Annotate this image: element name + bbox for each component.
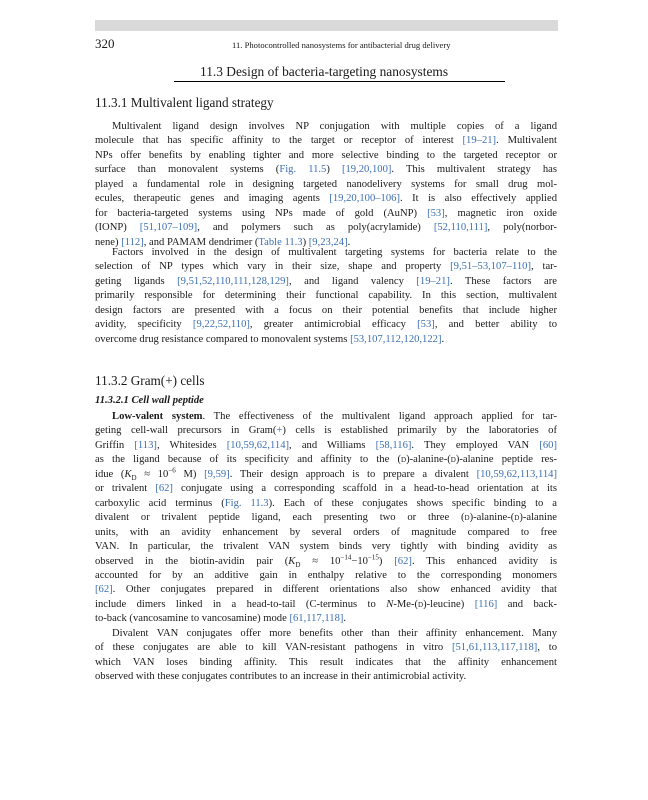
small-caps-text: d [450, 454, 456, 466]
citation-link[interactable]: [9,59] [204, 468, 230, 480]
citation-link[interactable]: [61,117,118] [289, 613, 344, 625]
text-line: which VAN loses binding affinity. This result indicates that the affinity enhancement [95, 656, 557, 668]
text-line: to-back (vancosamine to vancosamine) mode [61,117,118]. [95, 613, 347, 625]
text-line: surface than monovalent systems (Fig. 11.5) [19,20,100]. This multivalent strategy has [95, 164, 557, 176]
text-line: VAN. In particular, the trivalent VAN system binds very tightly with binding avidity as [95, 541, 557, 553]
text-line: divalent or trivalent peptide ligand, each presenting two or three (d)-alanine-(d)-alanine [95, 512, 557, 524]
header-bar [95, 20, 558, 31]
text-line: geting cell-wall precursors in Gram(+) cells is established primarily by the laboratories of [95, 425, 557, 437]
citation-link[interactable]: [52,110,111] [433, 222, 488, 234]
subsubsection-title-cell-wall-peptide: 11.3.2.1 Cell wall peptide [95, 395, 204, 406]
citation-link[interactable]: [112] [121, 236, 144, 248]
section-title-rule [174, 81, 505, 82]
citation-link[interactable]: [19,20,100] [341, 164, 392, 176]
subsection-title-multivalent: 11.3.1 Multivalent ligand strategy [95, 95, 274, 110]
citation-link[interactable]: [10,59,62,113,114] [476, 468, 557, 480]
small-caps-text: d [418, 598, 424, 610]
text-line: units, with an avidity enhancement by several orders of magnitude compared to free [95, 526, 557, 538]
text-line: nene) [112], and PAMAM dendrimer (Table 11.3) [9,23,24]. [95, 236, 351, 248]
text-line: idue ($K_D \approx 10^{-6}$ M) [9,59]. Their design approach is to prepare a divalent [10,59,62,113,114] [95, 466, 557, 482]
subscript: D [131, 473, 137, 482]
citation-link[interactable]: [53] [427, 207, 445, 219]
citation-link[interactable]: [10,59,62,114] [226, 439, 290, 451]
citation-link[interactable]: [53] [417, 319, 435, 331]
citation-link[interactable]: [19–21] [462, 135, 497, 147]
text-line: or trivalent [62] conjugate using a corresponding scaffold in a head-to-head orientation at its [95, 483, 557, 495]
citation-link[interactable]: [60] [539, 439, 557, 451]
citation-link[interactable]: + [276, 425, 283, 437]
citation-link[interactable]: [51,107–109] [139, 222, 198, 234]
running-head: 11. Photocontrolled nanosystems for antibacterial drug delivery [232, 40, 451, 50]
text-line: primarily responsible for determining their functional capability. In this section, multivalent [95, 290, 557, 302]
citation-link[interactable]: [113] [134, 439, 157, 451]
citation-link[interactable]: [51,61,113,117,118] [451, 642, 538, 654]
text-line: (IONP) [51,107–109], and polymers such as poly(acrylamide) [52,110,111], poly(norbor- [95, 222, 557, 234]
citation-link[interactable]: [58,116] [375, 439, 412, 451]
text-line: overcome drug resistance compared to monovalent systems [53,107,112,120,122]. [95, 333, 445, 345]
text-line: played a fundamental role in designing targeted nanodelivery systems for small drug mol- [95, 178, 557, 190]
small-caps-text: d [514, 512, 520, 524]
citation-link[interactable]: [116] [474, 598, 498, 610]
citation-link[interactable]: [62] [155, 483, 173, 495]
italic-text: N [386, 598, 394, 610]
citation-link[interactable]: [9,51,52,110,111,128,129] [177, 275, 289, 287]
superscript: −6 [168, 466, 176, 475]
text-line: accounted for by an additive gain in enthalpy relative to the corresponding monomers [95, 569, 557, 581]
text-line: avidity, specificity [9,22,52,110], greater antimicrobial efficacy [53], and better ability to [95, 319, 557, 331]
italic-text: K [288, 555, 296, 567]
text-line: Divalent VAN conjugates offer more benefits other than their affinity enhancement. Many [112, 628, 557, 639]
citation-link[interactable]: [62] [95, 584, 113, 596]
citation-link[interactable]: [9,51–53,107–110] [450, 261, 531, 273]
text-line: observed in the biotin-avidin pair $(K_D \approx 10^{-14}-10^{-15})$ [62]. This enhanced avidity is [95, 552, 557, 569]
subscript: D [295, 560, 301, 569]
text-line: ecules, therapeutic genes and imaging agents [19,20,100–106]. It is also effectively applied [95, 193, 557, 205]
text-line: for bacteria-targeted systems using NPs made of gold (AuNP) [53], magnetic iron oxide [95, 207, 557, 219]
text-line: Multivalent ligand design involves NP conjugation with multiple copies of a ligand [112, 121, 557, 132]
citation-link[interactable]: [9,22,52,110] [192, 319, 250, 331]
citation-link[interactable]: [19,20,100–106] [329, 193, 400, 205]
subsection-title-gram-positive: 11.3.2 Gram(+) cells [95, 373, 205, 388]
text-line: molecule that has specific affinity to the target or receptor of interest [19–21]. Multivalent [95, 135, 558, 147]
text-line: design factors are presented with a focus on their potential benefits that include higher [95, 304, 557, 316]
small-caps-text: d [401, 454, 407, 466]
citation-link[interactable]: [19–21] [416, 275, 450, 287]
text-line: as the ligand because of its specificity and affinity to the (d)-alanine-(d)-alanine peptide res- [95, 454, 557, 466]
small-caps-text: d [464, 512, 470, 524]
run-in-heading: Low-valent system [112, 411, 203, 422]
text-line: include dimers linked in a head-to-tail (C-terminus to N-Me-(d)-leucine) [116] and back- [95, 598, 558, 610]
section-title: 11.3 Design of bacteria-targeting nanosystems [200, 64, 449, 79]
page-number: 320 [95, 36, 115, 51]
text-line: geting ligands [9,51,52,110,111,128,129], and ligand valency [19–21]. These factors are [95, 275, 557, 287]
italic-text: K [124, 468, 132, 480]
text-line: [62]. Other conjugates prepared in different orientations also show enhanced avidity that [95, 584, 557, 596]
citation-link[interactable]: [53,107,112,120,122] [350, 333, 442, 345]
citation-link[interactable]: Table 11.3 [258, 236, 303, 248]
citation-link[interactable]: [9,23,24] [308, 236, 348, 248]
text-line: carboxylic acid terminus (Fig. 11.3). Each of these conjugates shows specific binding to a [95, 497, 557, 509]
text-line: NPs offer benefits by enabling tighter and more selective binding to the targeted receptor or [95, 149, 557, 161]
text-line: Factors involved in the design of multivalent targeting systems for bacteria relate to the [112, 247, 557, 258]
text-line: of these conjugates are able to kill VAN-resistant pathogens in vitro [51,61,113,117,118], to [95, 642, 557, 654]
superscript: −14 [340, 552, 352, 561]
superscript: −15 [367, 552, 379, 561]
text-line: Griffin [113], Whitesides [10,59,62,114], and Williams [58,116]. They employed VAN [60] [95, 439, 557, 451]
text-line: Low-valent system. The effectiveness of the multivalent ligand approach applied for tar- [112, 411, 557, 422]
citation-link[interactable]: [62] [394, 555, 412, 567]
text-line: selection of NP types which vary in their size, shape and property [9,51–53,107–110], tar- [95, 261, 557, 273]
text-line: observed with these conjugates contributes to an increase in their antimicrobial activity. [95, 671, 467, 683]
citation-link[interactable]: Fig. 11.3 [224, 497, 269, 509]
citation-link[interactable]: Fig. 11.5 [279, 164, 327, 176]
